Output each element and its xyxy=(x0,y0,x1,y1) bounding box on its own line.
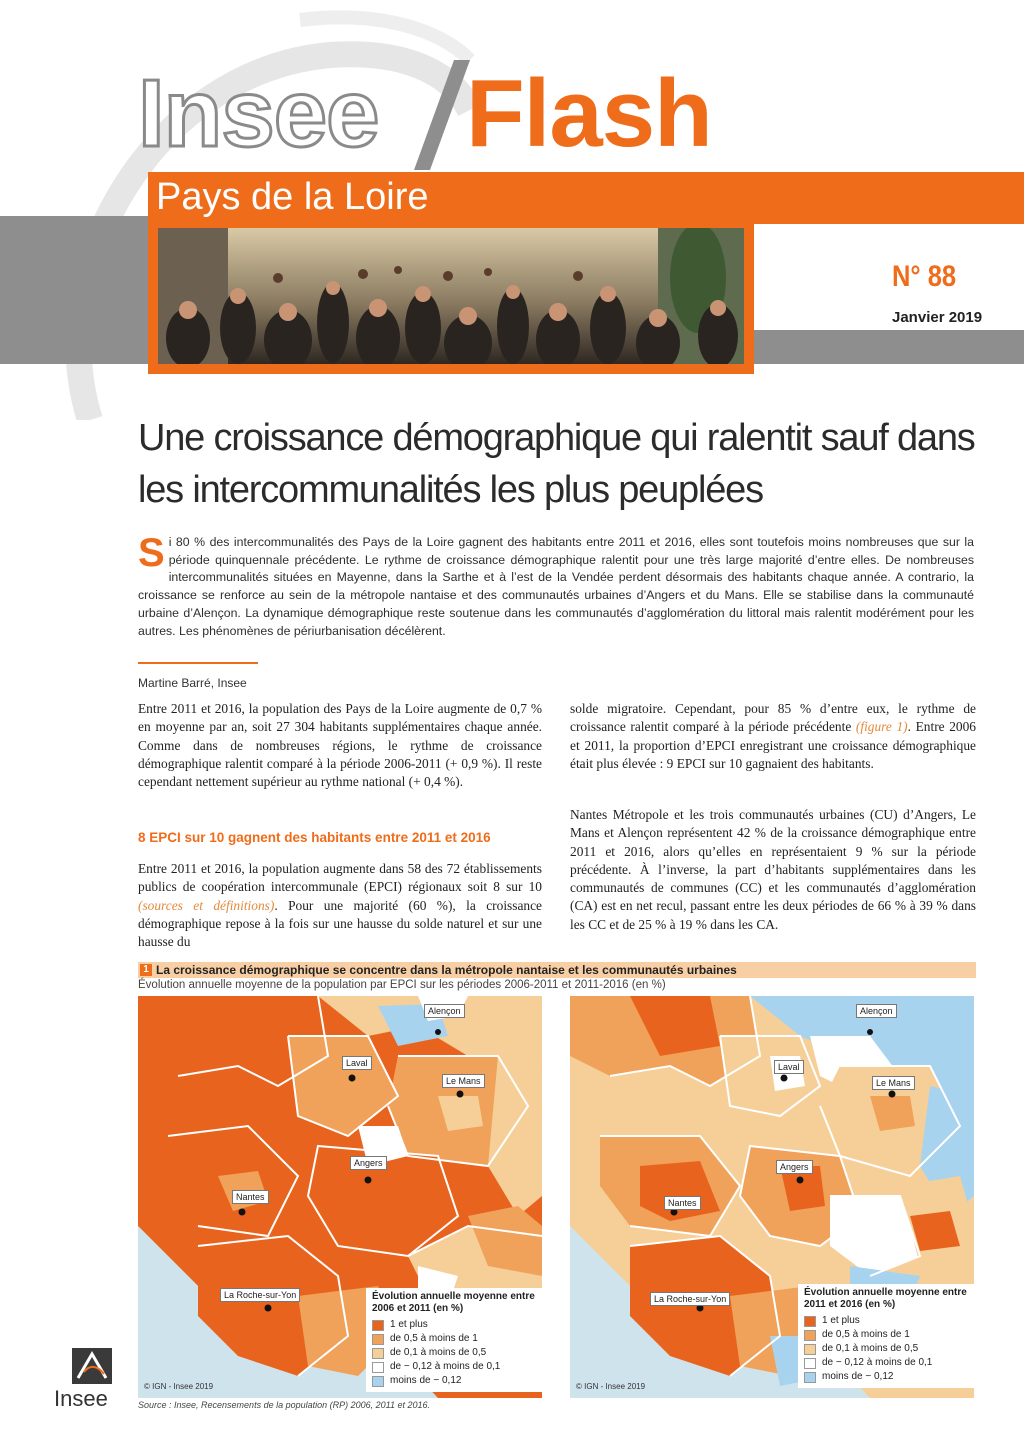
issue-number: N° 88 xyxy=(892,260,957,293)
body-paragraph-3 xyxy=(570,700,976,773)
legend-swatch xyxy=(804,1372,816,1383)
chapo-text: i 80 % des intercommunalités des Pays de la Loire gagnent des habitants entre 2011 et 2016, elles sont toutefois moins nombreuses que sur la période quinquennale précédente. Le rythme de croissance démographique ralentit pour une très large majorité d’entre elles. De nombreuses intercommunalités situées en Mayenne, dans la Sarthe et à l’est de la Vendée perdent désormais des habitants chaque année. A contrario, la croissance se renforce au sein de la métropole nantaise et des communautés urbaines d’Angers et du Mans. Elle se stabilise dans la communauté urbaine d’Alençon. La dynamique démographique reste soutenue dans les communautés d’agglomération du littoral mais ralentit modérément pour les autres. Les phénomènes de périurbanisation décélèrent. xyxy=(138,535,974,638)
legend-item xyxy=(372,1318,544,1332)
region-name: Pays de la Loire xyxy=(156,176,429,218)
legend-item xyxy=(372,1360,544,1374)
city-label: La Roche-sur-Yon xyxy=(650,1292,730,1306)
city-label: Le Mans xyxy=(442,1074,485,1088)
issue-date: Janvier 2019 xyxy=(892,309,983,326)
city-label: La Roche-sur-Yon xyxy=(220,1288,300,1302)
legend-item xyxy=(372,1332,544,1346)
legend-item xyxy=(372,1374,544,1388)
insee-logo-text: Insee xyxy=(54,1386,108,1411)
figure-link[interactable]: (figure 1) xyxy=(855,719,908,735)
legend-label: de 0,5 à moins de 1 xyxy=(390,1333,478,1344)
crowd-photo xyxy=(158,228,744,364)
legend-item xyxy=(804,1314,976,1328)
legend-label: de − 0,12 à moins de 0,1 xyxy=(390,1361,501,1372)
insee-logo-icon xyxy=(68,1344,116,1388)
city-label: Alençon xyxy=(424,1004,465,1018)
legend-label: moins de − 0,12 xyxy=(390,1375,462,1386)
city-label: Le Mans xyxy=(872,1076,915,1090)
figure-subtitle: Évolution annuelle moyenne de la population par EPCI sur les périodes 2006-2011 et 2011-2016 (en %) xyxy=(138,979,666,991)
article-author: Martine Barré, Insee xyxy=(138,676,247,690)
legend-swatch xyxy=(804,1358,816,1369)
legend-item xyxy=(804,1370,976,1384)
legend-swatch xyxy=(372,1334,384,1345)
legend-swatch xyxy=(804,1344,816,1355)
city-label: Nantes xyxy=(664,1196,701,1210)
legend-title: Évolution annuelle moyenne entre 2006 et 2011 (en %) xyxy=(372,1291,535,1314)
section-heading: 8 EPCI sur 10 gagnent des habitants entre 2011 et 2016 xyxy=(138,830,491,845)
figure-title: La croissance démographique se concentre dans la métropole nantaise et les communautés urbaines xyxy=(156,963,737,977)
city-label: Alençon xyxy=(856,1004,897,1018)
legend-label: de − 0,12 à moins de 0,1 xyxy=(822,1357,933,1368)
p2-text-b: . Pour une majorité (60 %), la croissance démographique repose à la fois sur une hausse du solde naturel et sur une hausse du xyxy=(138,897,542,950)
legend-swatch xyxy=(372,1376,384,1387)
legend-swatch xyxy=(804,1316,816,1327)
map-credit: © IGN - Insee 2019 xyxy=(144,1382,214,1391)
map-right-legend xyxy=(798,1284,982,1388)
legend-item xyxy=(804,1328,976,1342)
figure-number: 1 xyxy=(140,964,152,976)
city-label: Nantes xyxy=(232,1190,269,1204)
city-label: Laval xyxy=(774,1060,804,1074)
legend-label: 1 et plus xyxy=(822,1315,860,1326)
city-label: Angers xyxy=(776,1160,813,1174)
masthead-gray-band xyxy=(0,216,156,364)
chapo-divider xyxy=(138,662,258,664)
body-paragraph-2 xyxy=(138,860,542,951)
figure-source: Source : Insee, Recensements de la population (RP) 2006, 2011 et 2016. xyxy=(138,1400,431,1410)
legend-label: moins de − 0,12 xyxy=(822,1371,894,1382)
p3-text-a: solde migratoire. Cependant, pour 85 % d’entre eux, le rythme de croissance ralentit comparé à la période précédente xyxy=(570,701,976,735)
legend-swatch xyxy=(804,1330,816,1341)
chapo-dropcap: S xyxy=(138,531,165,575)
city-label: Angers xyxy=(350,1156,387,1170)
legend-label: de 0,1 à moins de 0,5 xyxy=(822,1343,919,1354)
legend-label: 1 et plus xyxy=(390,1319,428,1330)
legend-label: de 0,1 à moins de 0,5 xyxy=(390,1347,487,1358)
city-label: Laval xyxy=(342,1056,372,1070)
p2-text-a: Entre 2011 et 2016, la population augmente dans 58 des 72 établissements publics de coopération intercommunale (EPCI) régionaux soit 8 sur 10 xyxy=(138,861,542,895)
legend-swatch xyxy=(372,1362,384,1373)
legend-swatch xyxy=(372,1348,384,1359)
legend-label: de 0,5 à moins de 1 xyxy=(822,1329,910,1340)
brand-insee: Insee xyxy=(138,60,379,167)
masthead-gray-band-right xyxy=(744,330,1024,364)
legend-item xyxy=(372,1346,544,1360)
legend-item xyxy=(804,1342,976,1356)
article-chapo xyxy=(138,531,974,640)
sources-link[interactable]: (sources et définitions) xyxy=(138,897,275,913)
body-paragraph-4: Nantes Métropole et les trois communautés urbaines (CU) d’Angers, Le Mans et Alençon représentent 42 % de la croissance démographique entre 2011 et 2016, alors qu’elles en représentaient 9 % sur la période précédente. À l’inverse, la part d’habitants supplémentaires dans les communautés de communes (CC) et les communautés d’agglomération (CA) est en net recul, passant entre les deux périodes de 66 % à 39 % dans les CC et de 25 % à 19 % dans les CA. xyxy=(570,807,976,932)
brand-slash xyxy=(414,60,470,170)
map-left-legend xyxy=(366,1288,550,1392)
body-paragraph-1: Entre 2011 et 2016, la population des Pays de la Loire augmente de 0,7 % en moyenne par an, soit 27 304 habitants supplémentaires chaque année. Comme dans de nombreuses régions, le rythme de croissance démographique ralentit comparé à la période 2006-2011 (+ 0,9 %). Il reste cependant nettement supérieur au rythme national (+ 0,4 %). xyxy=(138,701,542,790)
legend-item xyxy=(804,1356,976,1370)
article-headline: Une croissance démographique qui ralentit sauf dans les intercommunalités les plus peuplées xyxy=(138,417,975,511)
p3-text-b: . Entre 2006 et 2011, la proportion d’EPCI enregistrant une croissance démographique était plus élevée : 9 EPCI sur 10 gagnaient des habitants. xyxy=(570,719,976,771)
map-credit: © IGN - Insee 2019 xyxy=(576,1382,646,1391)
legend-swatch xyxy=(372,1320,384,1331)
legend-title: Évolution annuelle moyenne entre 2011 et 2016 (en %) xyxy=(804,1287,967,1310)
brand-flash: Flash xyxy=(466,60,712,167)
